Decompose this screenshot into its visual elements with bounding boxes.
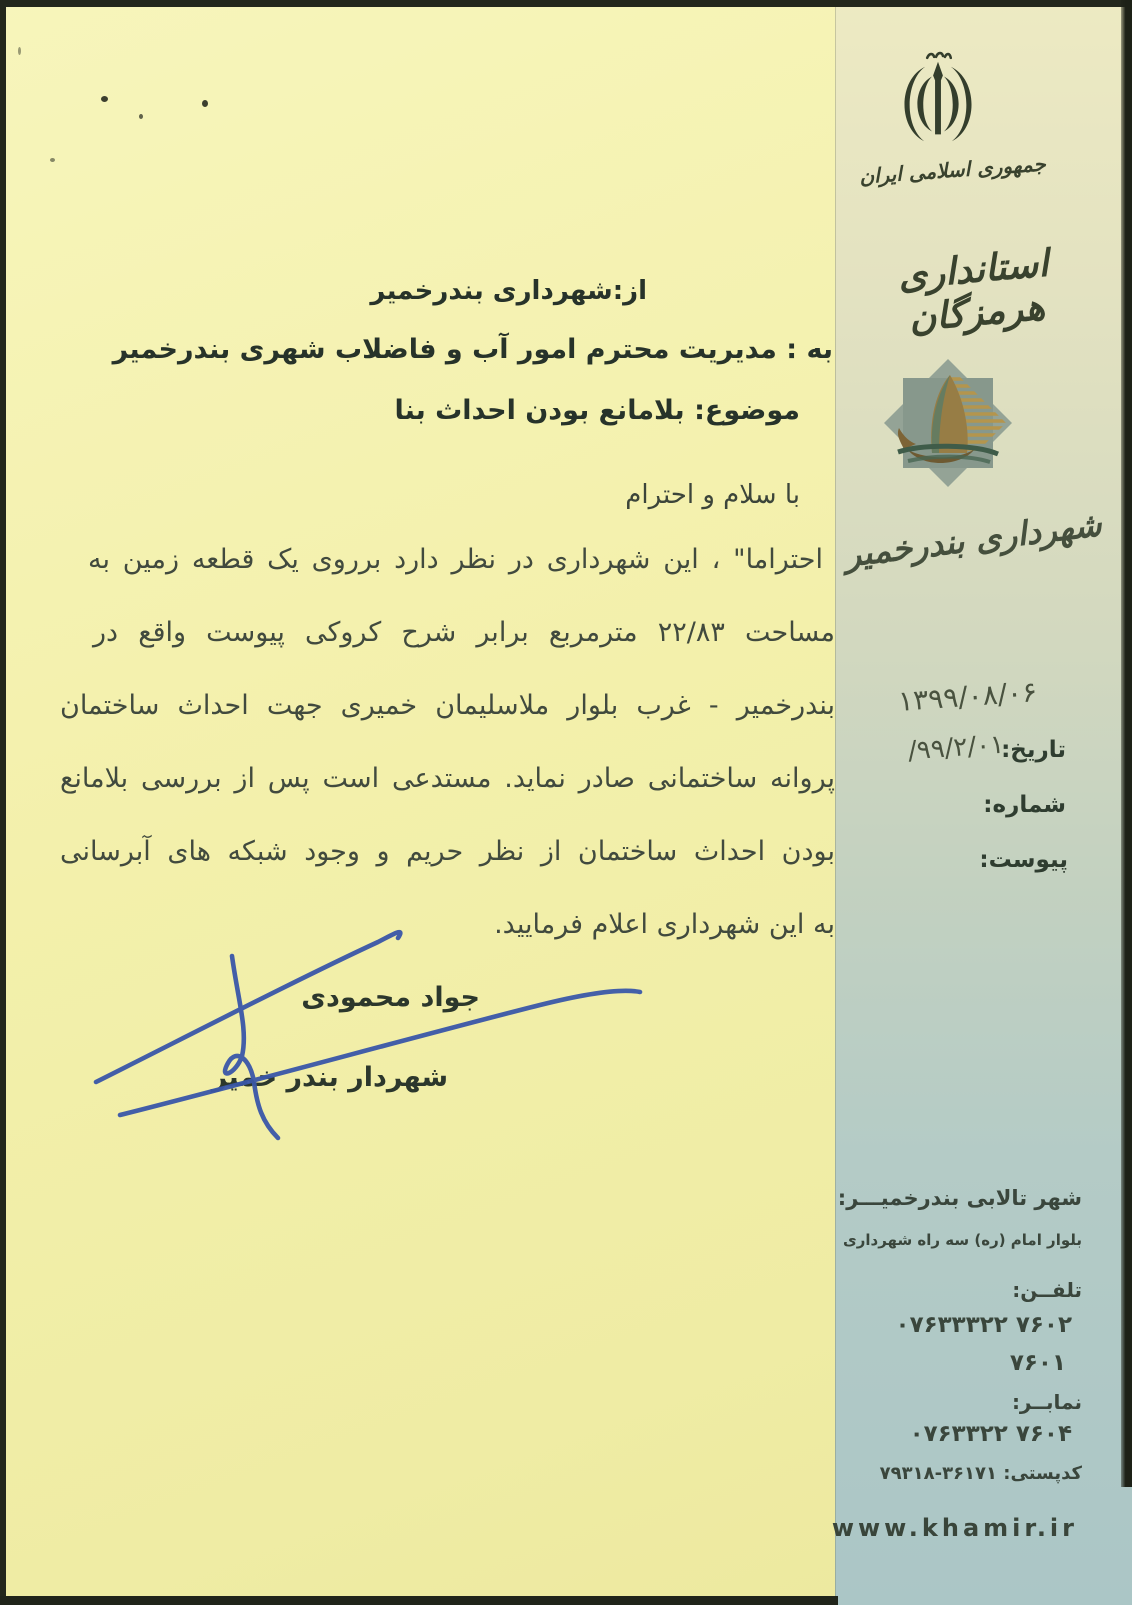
footer-fax-number: ۰۷۶۳۳۲۲ ۷۶۰۴ — [909, 1421, 1072, 1447]
footer-postal-line — [880, 1463, 1082, 1484]
body-line: بودن احداث ساختمان از نظر حریم و وجود شبکه های آبرسانی — [60, 836, 835, 867]
municipality-star-logo-icon — [878, 352, 1018, 504]
body-line: بندرخمیر - غرب بلوار ملاسلیمان خمیری جهت احداث ساختمان — [60, 690, 835, 721]
body-line: مساحت ۲۲/۸۳ مترمربع برابر شرح کروکی پیوست واقع در — [93, 617, 835, 648]
footer-website: www.khamir.ir — [831, 1514, 1078, 1542]
footer-postal-label: کدپستی: — [1003, 1463, 1082, 1484]
footer-fax-label: نمابــر: — [1011, 1390, 1082, 1414]
handwritten-date-secondary: ۹۹/۲/۰۱/ — [906, 729, 1005, 767]
footer-phone-number-1: ۰۷۶۳۳۳۲۲ ۷۶۰۲ — [895, 1312, 1072, 1338]
body-line: به این شهرداری اعلام فرمایید. — [494, 909, 835, 940]
scan-edge-bottom — [0, 1596, 838, 1605]
scan-speck — [101, 96, 108, 102]
iran-national-emblem-icon — [888, 50, 988, 158]
scan-edge-right — [1121, 0, 1132, 1487]
scan-edge-left — [0, 0, 6, 1605]
signer-name: جواد محمودی — [301, 982, 480, 1013]
number-label: شماره: — [983, 792, 1066, 818]
municipality-calligraphy: شهرداری بندرخمیر — [842, 504, 1104, 575]
governorate-calligraphy: استانداری هرمزگان — [896, 241, 1050, 340]
handwritten-date-main: ۱۳۹۹/۰۸/۰۶ — [896, 675, 1038, 718]
scan-speck — [202, 100, 208, 107]
footer-address: بلوار امام (ره) سه راه شهرداری — [843, 1231, 1082, 1249]
footer-city-tagline: شهر تالابی بندرخمیـــر: — [837, 1186, 1082, 1210]
letter-to-line: به : مدیریت محترم امور آب و فاضلاب شهری بندرخمیر — [112, 334, 833, 365]
scan-edge-top — [0, 0, 1132, 7]
footer-phone-number-2: ۷۶۰۱ — [1009, 1350, 1066, 1376]
republic-of-iran-calligraphy: جمهوری اسلامی ایران — [858, 151, 1047, 189]
scan-speck — [18, 47, 21, 55]
footer-phone-label: تلفــن: — [1012, 1278, 1082, 1302]
scan-speck — [139, 114, 143, 119]
date-label: تاریخ: — [1001, 737, 1066, 763]
footer-postal-code: ۷۹۳۱۸-۳۶۱۷۱ — [879, 1463, 998, 1484]
body-line: پروانه ساختمانی صادر نماید. مستدعی است پس از بررسی بلامانع — [60, 763, 835, 794]
attachment-label: پیوست: — [979, 847, 1068, 873]
letter-salutation: با سلام و احترام — [625, 480, 800, 510]
letter-subject-line: موضوع: بلامانع بودن احداث بنا — [394, 395, 800, 426]
letter-from-line: از:شهرداری بندرخمیر — [370, 276, 647, 306]
scan-speck — [50, 158, 55, 162]
body-line: احتراما" ، این شهرداری در نظر دارد برروی یک قطعه زمین به — [88, 544, 823, 575]
signer-title: شهردار بندر خمیر — [211, 1062, 448, 1093]
handwritten-signature-icon — [60, 900, 680, 1160]
